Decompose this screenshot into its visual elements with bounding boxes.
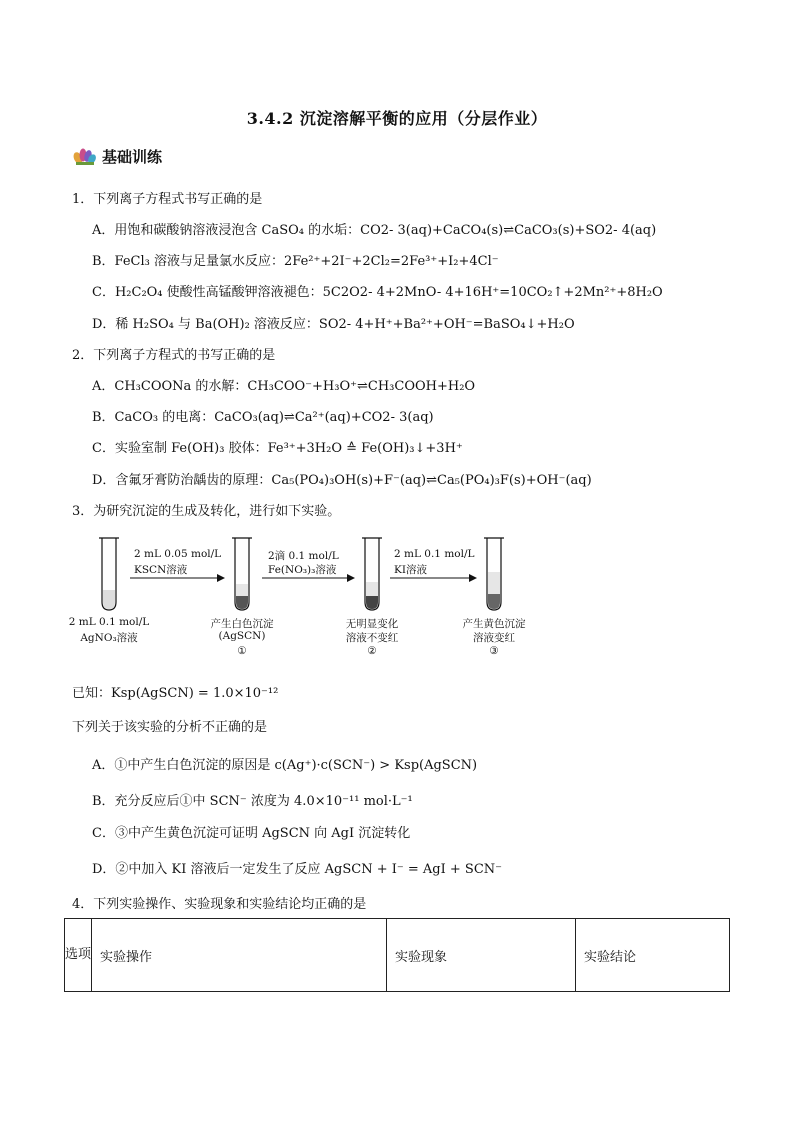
arrow2-bottom-label: Fe(NO₃)₃溶液 <box>268 564 337 576</box>
section-label: 基础训练 <box>102 148 163 166</box>
q3-option-d: D．②中加入 KI 溶液后一定发生了反应 AgSCN + I⁻ = AgI + SCN⁻ <box>92 862 503 877</box>
table-header-operation: 实验操作 <box>92 919 387 992</box>
test-tube-2 <box>362 538 382 610</box>
q2-option-a: A．CH₃COONa 的水解：CH₃COO⁻+H₃O⁺⇌CH₃COOH+H₂O <box>92 379 476 394</box>
tube2-number: ② <box>367 645 377 657</box>
tube2-label-1: 无明显变化 <box>345 618 399 630</box>
tube3-number: ③ <box>489 645 499 657</box>
q2-option-b: B．CaCO₃ 的电离：CaCO₃(aq)⇌Ca²⁺(aq)+CO2- 3(aq) <box>92 410 434 425</box>
tube3-label-1: 产生黄色沉淀 <box>462 618 526 630</box>
test-tube-start <box>99 538 119 610</box>
q3-option-c: C．③中产生黄色沉淀可证明 AgSCN 向 AgI 沉淀转化 <box>92 826 411 841</box>
q1-option-b: B．FeCl₃ 溶液与足量氯水反应：2Fe²⁺+2I⁻+2Cl₂=2Fe³⁺+I₂+4Cl⁻ <box>92 254 499 269</box>
table-header-conclusion: 实验结论 <box>576 919 730 992</box>
section-header <box>72 146 162 167</box>
q3-option-a: A．①中产生白色沉淀的原因是 c(Ag⁺)·c(SCN⁻) > Ksp(AgSCN) <box>92 758 478 773</box>
tube1-label-1: 产生白色沉淀 <box>210 618 274 630</box>
q4-table <box>64 918 730 992</box>
q2-stem: 2．下列离子方程式的书写正确的是 <box>72 348 276 363</box>
experiment-diagram <box>64 532 534 662</box>
q1-option-a: A．用饱和碳酸钠溶液浸泡含 CaSO₄ 的水垢：CO2- 3(aq)+CaCO₄(s)⇌CaCO₃(s)+SO2- 4(aq) <box>92 223 657 238</box>
page-title: 3.4.2 沉淀溶解平衡的应用（分层作业） <box>246 109 548 128</box>
q1-option-c: C．H₂C₂O₄ 使酸性高锰酸钾溶液褪色：5C2O2- 4+2MnO- 4+16H⁺=10CO₂↑+2Mn²⁺+8H₂O <box>92 285 663 300</box>
q2-option-d: D．含氟牙膏防治龋齿的原理：Ca₅(PO₄)₃OH(s)+F⁻(aq)⇌Ca₅(PO₄)₃F(s)+OH⁻(aq) <box>92 473 592 488</box>
q1-option-d: D．稀 H₂SO₄ 与 Ba(OH)₂ 溶液反应：SO2- 4+H⁺+Ba²⁺+OH⁻=BaSO₄↓+H₂O <box>92 317 575 332</box>
q3-known: 已知：Ksp(AgSCN) = 1.0×10⁻¹² <box>72 686 279 701</box>
arrow1-top-label: 2 mL 0.05 mol/L <box>134 548 222 560</box>
arrow2-top-label: 2滴 0.1 mol/L <box>268 550 339 562</box>
flower-icon <box>72 147 98 167</box>
q4-stem: 4．下列实验操作、实验现象和实验结论均正确的是 <box>72 897 367 912</box>
tube1-number: ① <box>237 645 247 657</box>
q3-option-b: B．充分反应后①中 SCN⁻ 浓度为 4.0×10⁻¹¹ mol·L⁻¹ <box>92 794 413 809</box>
arrow3-bottom-label: KI溶液 <box>394 564 427 576</box>
start-label-2: AgNO₃溶液 <box>80 632 138 644</box>
tube3-label-2: 溶液变红 <box>473 632 515 644</box>
tube1-label-2: (AgSCN) <box>218 630 266 642</box>
table-header-row <box>65 919 730 992</box>
arrow3-top-label: 2 mL 0.1 mol/L <box>394 548 475 560</box>
test-tube-1 <box>232 538 252 610</box>
q1-stem: 1．下列离子方程式书写正确的是 <box>72 192 263 207</box>
q2-option-c: C．实验室制 Fe(OH)₃ 胶体：Fe³⁺+3H₂O ≙ Fe(OH)₃↓+3H⁺ <box>92 441 463 456</box>
q3-prompt: 下列关于该实验的分析不正确的是 <box>72 720 268 735</box>
start-label-1: 2 mL 0.1 mol/L <box>68 616 150 628</box>
tube2-label-2: 溶液不变红 <box>345 632 399 644</box>
table-header-phenomenon: 实验现象 <box>387 919 576 992</box>
arrow1-bottom-label: KSCN溶液 <box>134 564 188 576</box>
q3-stem: 3．为研究沉淀的生成及转化，进行如下实验。 <box>72 504 341 519</box>
test-tube-3 <box>484 538 504 610</box>
table-header-option: 选项 <box>65 919 92 992</box>
